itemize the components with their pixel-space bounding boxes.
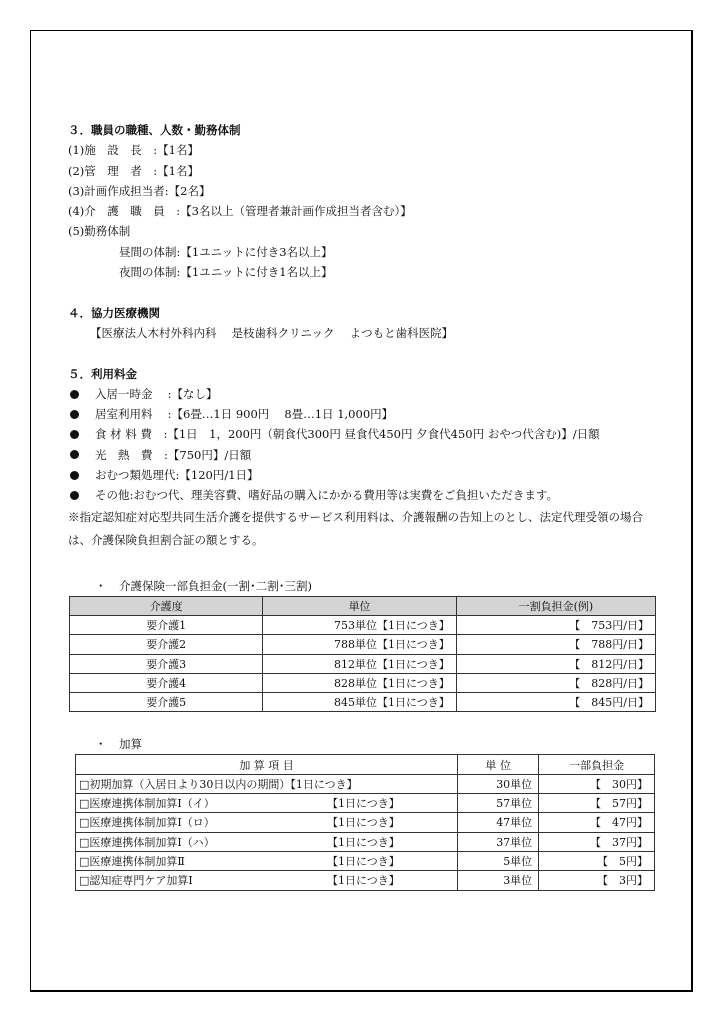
table-row: 要介護1 753単位【1日につき】 【 753円/日】: [70, 615, 656, 634]
fees-note: ※指定認知症対応型共同生活介護を提供するサービス利用料は、介護報酬の告知上のとし、法定代理受領の場合は、介護保険負担割合証の額とする。: [68, 509, 643, 547]
bullet-icon: [70, 430, 79, 439]
fees-section-title: ５．利用料金: [68, 366, 137, 381]
table-row: 要介護3 812単位【1日につき】 【 812円/日】: [70, 654, 656, 673]
fee-item: 居室利用料 :【6畳…1日 900円 8畳…1日 1,000円】: [68, 404, 658, 424]
table-row: □初期加算（入居日より30日以内の期間）【1日につき】 30単位 【 30円】: [76, 774, 655, 793]
table-row: 要介護5 845単位【1日につき】 【 845円/日】: [70, 693, 656, 712]
staff-shift-night: 夜間の体制:【1ユニットに付き1名以上】: [119, 265, 333, 280]
medical-institutions: 【医療法人木村外科内科 是枝歯科クリニック よつもと歯科医院】: [90, 325, 454, 340]
additions-header-item: 加 算 項 目: [76, 755, 458, 774]
table-row: 要介護4 828単位【1日につき】 【 828円/日】: [70, 673, 656, 692]
table-row: □医療連携体制加算Ⅰ（イ） 【1日につき】 57単位 【 57円】: [76, 794, 655, 813]
fee-item: 食 材 料 費 :【1日 1，200円（朝食代300円 昼食代450円 夕食代450円 おやつ代含む)】/日額: [68, 424, 658, 444]
additions-heading: ・ 加算: [95, 737, 142, 752]
table-row: □認知症専門ケア加算Ⅰ 【1日につき】 3単位 【 3円】: [76, 871, 655, 890]
staff-shift-day: 昼間の体制:【1ユニットに付き3名以上】: [119, 244, 333, 259]
bullet-icon: [70, 450, 79, 459]
copay-header-level: 介護度: [70, 596, 263, 615]
bullet-icon: [70, 410, 79, 419]
fee-item: その他:おむつ代、理美容費、嗜好品の購入にかかる費用等は実費をご負担いただきます。: [68, 485, 658, 505]
copay-table: [69, 596, 656, 713]
bullet-icon: [70, 390, 79, 399]
bullet-icon: [70, 471, 79, 480]
fee-item: 入居一時金 :【なし】: [68, 384, 658, 404]
staff-caregivers: (4)介 護 職 員 :【3名以上（管理者兼計画作成担当者含む）】: [68, 204, 412, 219]
staff-director: (1)施 設 長 :【1名】: [68, 143, 199, 158]
table-row: □医療連携体制加算Ⅱ 【1日につき】 5単位 【 5円】: [76, 851, 655, 870]
copay-header-units: 単位: [263, 596, 456, 615]
staff-planner: (3)計画作成担当者:【2名】: [68, 183, 211, 198]
copay-heading: ・ 介護保険一部負担金(一割･二割･三割): [95, 578, 312, 593]
staff-section-title: ３．職員の職種、人数・勤務体制: [68, 123, 241, 137]
additions-header-amount: 一部負担金: [539, 755, 655, 774]
bullet-icon: [70, 491, 79, 500]
table-row: □医療連携体制加算Ⅰ（ハ） 【1日につき】 37単位 【 37円】: [76, 832, 655, 851]
medical-section-title: ４．協力医療機関: [68, 305, 160, 320]
fee-item: 光 熱 費 :【750円】/日額: [68, 445, 658, 465]
additions-table: [75, 754, 655, 890]
fee-item: おむつ類処理代:【120円/1日】: [68, 465, 658, 485]
staff-shift-heading: (5)勤務体制: [68, 224, 131, 239]
staff-manager: (2)管 理 者 :【1名】: [68, 163, 199, 178]
additions-header-units: 単 位: [458, 755, 539, 774]
table-row: 要介護2 788単位【1日につき】 【 788円/日】: [70, 635, 656, 654]
copay-header-amount: 一割負担金(例): [456, 596, 655, 615]
document-body: [68, 120, 658, 891]
table-row: □医療連携体制加算Ⅰ（ロ） 【1日につき】 47単位 【 47円】: [76, 813, 655, 832]
